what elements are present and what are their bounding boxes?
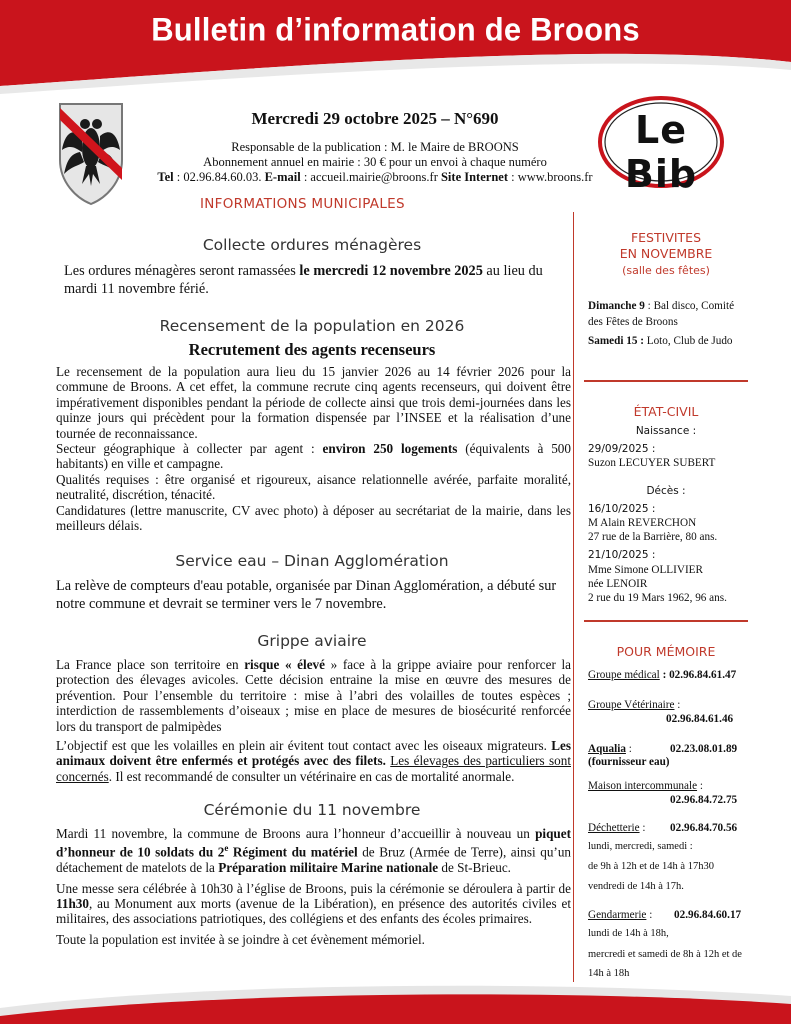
collecte-title: Collecte ordures ménagères <box>202 236 422 254</box>
collecte-date: le mercredi 12 novembre 2025 <box>299 263 483 279</box>
ceremonie-p2c: , au Monument aux morts (avenue de la Libération), en présence des autorités civiles et militaires, des associations patriotiques, des collégiens et des enfants des écoles primaires. <box>56 896 571 927</box>
gendarmerie-label: Gendarmerie <box>588 909 647 921</box>
site-value[interactable]: : www.broons.fr <box>507 170 593 184</box>
recensement-p2c: (équivalents à 500 habitants) en ville et campagne. <box>56 441 571 472</box>
event-1-day: Dimanche 9 <box>588 300 645 312</box>
ceremonie-p1f: de St-Brieuc. <box>438 860 511 876</box>
aqualia-label: Aqualia <box>588 743 626 755</box>
sidebar-divider <box>573 212 574 982</box>
ceremonie-body <box>56 826 571 947</box>
recensement-subtitle: Recrutement des agents recenseurs <box>188 340 436 359</box>
etat-civil-heading: ÉTAT-CIVIL <box>633 404 699 419</box>
sidebar-rule <box>584 380 748 382</box>
deces-2-address: 2 rue du 19 Mars 1962, 96 ans. <box>588 592 727 604</box>
tel-label: Tel <box>157 170 174 184</box>
groupe-medical <box>588 668 748 682</box>
publication-responsible: Responsable de la publication : M. le Maire de BROONS <box>231 140 519 154</box>
recensement-p2 <box>56 441 571 472</box>
gendarmerie-colon: : <box>646 909 653 921</box>
groupe-medical-label: Groupe médical <box>588 669 660 681</box>
email-label: E-mail <box>264 170 301 184</box>
le-bib-logo-text: Le Bib <box>624 108 698 196</box>
grippe-p2a: L’objectif est que les volailles en plein air évitent tout contact avec les oiseaux migrateurs. <box>56 738 552 754</box>
ceremonie-regiment: Régiment du matériel <box>228 844 358 860</box>
dechetterie-hours-3: vendredi de 14h à 17h. <box>588 881 684 892</box>
dechetterie-hours-1: lundi, mercredi, samedi : <box>588 841 693 852</box>
deces-1-address: 27 rue de la Barrière, 80 ans. <box>588 531 718 543</box>
collecte-text-1: Les ordures ménagères seront ramassées <box>64 263 300 279</box>
recensement-p4: Candidatures (lettre manuscrite, CV avec photo) à déposer au secrétariat de la mairie, dans les meilleurs délais. <box>56 502 571 534</box>
section-heading-municipal: INFORMATIONS MUNICIPALES <box>200 196 405 212</box>
ceremonie-sup: e <box>224 843 229 854</box>
grippe-p1c: » face à la grippe aviaire pour renforcer la protection des élevages avicoles. Cette décision entraine la mise en œuvre des mesures de prévention. Pour l’ensemble du territoire : mise à l’abri des volailles de toutes espèces ; interdiction de rassemblements d’oiseaux ; mise en place de mesures de biosécurité renforcée lors du transport de palmipèdes <box>56 657 571 734</box>
groupe-medical-phone: : 02.96.84.61.47 <box>659 669 737 681</box>
recensement-p1: Le recensement de la population aura lieu du 15 janvier 2026 au 14 février 2026 pour la commune de Broons. A cet effet, la commune recrute cinq agents recenseurs, qui doivent être impérativement disponibles pendant la période de collecte ainsi que trois demi-journées dans les quinze jours qui précèdent pour la formation dispensée par l’INSEE et la réalisation d’une tournée de reconnaissance. <box>56 364 571 441</box>
ceremonie-p1d: de Bruz (Armée de Terre), ainsi qu’un détachement de matelots de la <box>56 844 572 876</box>
sidebar-rule <box>584 620 748 622</box>
dechetterie-phone: 02.96.84.70.56 <box>670 822 738 834</box>
ceremonie-p1a: Mardi 11 novembre, la commune de Broons aura l’honneur d’accueillir à nouveau un <box>56 826 536 841</box>
ceremonie-piquet: piquet d’honneur de 10 soldats du 2 <box>56 826 571 860</box>
event-1-text: : Bal disco, Comité des Fêtes de Broons <box>588 300 735 328</box>
footer-wave <box>0 978 791 1024</box>
issue-date: Mercredi 29 octobre 2025 – N°690 <box>251 109 499 128</box>
grippe-particuliers: Les élevages des particuliers sont concernés <box>56 753 571 784</box>
email-value[interactable]: : accueil.mairie@broons.fr <box>300 170 441 184</box>
grippe-p2d: . Il est recommandé de consulter un vétérinaire en cas de mortalité anormale. <box>108 768 515 784</box>
groupe-veterinaire-label: Groupe Vétérinaire <box>588 699 675 711</box>
event-2-day: Samedi 15 : <box>588 335 644 347</box>
naissance-1-name: Suzon LECUYER SUBERT <box>588 457 716 469</box>
recensement-p2a: Secteur géographique à collecter par agent : <box>56 441 323 457</box>
grippe-p1 <box>56 657 571 734</box>
grippe-p1a: La France place son territoire en <box>56 657 245 672</box>
gendarmerie-hours-1: lundi de 14h à 18h, <box>588 928 669 939</box>
groupe-veterinaire-phone: 02.96.84.61.46 <box>666 713 734 725</box>
collecte-text <box>64 262 562 298</box>
festivites-heading: FESTIVITES <box>630 230 702 245</box>
recensement-title: Recensement de la population en 2026 <box>159 317 465 335</box>
maison-intercommunale-phone: 02.96.84.72.75 <box>670 794 738 806</box>
subscription-info: Abonnement annuel en mairie : 30 € pour un envoi à chaque numéro <box>203 155 547 169</box>
dechetterie-colon: : <box>639 822 646 834</box>
bulletin-title: Bulletin d’information de Broons <box>151 11 640 48</box>
naissance-1-date: 29/09/2025 : <box>588 443 656 455</box>
deces-1-name: M Alain REVERCHON <box>588 517 697 529</box>
naissance-label: Naissance : <box>635 425 697 437</box>
deces-1-date: 16/10/2025 : <box>588 503 656 515</box>
ceremonie-title: Cérémonie du 11 novembre <box>203 801 421 819</box>
memoire-heading: POUR MÉMOIRE <box>616 644 716 659</box>
event-2-text: Loto, Club de Judo <box>643 335 733 347</box>
aqualia-subtitle: (fournisseur eau) <box>588 756 670 768</box>
ceremonie-p3: Toute la population est invitée à se joindre à cet évènement mémoriel. <box>56 931 425 947</box>
recensement-body <box>56 364 571 533</box>
contact-line <box>130 170 620 185</box>
aqualia-phone: 02.23.08.01.89 <box>670 743 738 755</box>
site-label: Site Internet <box>440 170 508 184</box>
maison-intercommunale-colon: : <box>697 780 703 792</box>
festivites-venue: (salle des fêtes) <box>622 264 710 277</box>
deces-2-date: 21/10/2025 : <box>588 549 656 561</box>
gendarmerie-hours-2: mercredi et samedi de 8h à 12h et de 14h à 18h <box>588 949 742 979</box>
broons-coat-of-arms <box>56 100 126 208</box>
ceremonie-marine: Préparation militaire Marine nationale <box>218 860 439 876</box>
grippe-body <box>56 657 571 784</box>
groupe-veterinaire <box>588 698 748 712</box>
tel-value: : 02.96.84.60.03. <box>173 170 265 184</box>
gendarmerie-phone: 02.96.84.60.17 <box>674 909 742 921</box>
aqualia-colon: : <box>625 743 632 755</box>
maison-intercommunale <box>588 779 748 793</box>
festivites-event-2 <box>588 333 748 349</box>
maison-intercommunale-label: Maison intercommunale <box>588 780 698 792</box>
festivites-event-1 <box>588 298 748 330</box>
ceremonie-p1 <box>56 826 571 876</box>
eau-title: Service eau – Dinan Agglomération <box>175 552 449 570</box>
grippe-filets: Les animaux doivent être enfermés et protégés avec des filets. <box>56 738 571 769</box>
deces-2-maiden: née LENOIR <box>588 578 648 590</box>
recensement-logements: environ 250 logements <box>322 441 458 457</box>
dechetterie-hours-2: de 9h à 12h et de 14h à 17h30 <box>588 861 714 872</box>
dechetterie-label: Déchetterie <box>588 822 640 834</box>
ceremonie-p2 <box>56 881 571 927</box>
ceremonie-time: 11h30 <box>56 896 89 912</box>
festivites-heading-2: EN NOVEMBRE <box>619 246 713 261</box>
ceremonie-p2a: Une messe sera célébrée à 10h30 à l’église de Broons, puis la cérémonie se déroulera à partir de <box>56 880 571 896</box>
eau-text: La relève de compteurs d'eau potable, organisée par Dinan Agglomération, a débuté sur notre commune et devrait se terminer vers le 7 novembre. <box>56 578 557 612</box>
grippe-title: Grippe aviaire <box>257 632 367 650</box>
grippe-p2 <box>56 738 571 784</box>
collecte-text-2: au lieu du mardi 11 novembre férié. <box>64 263 543 297</box>
deces-label: Décès : <box>646 485 686 497</box>
groupe-veterinaire-colon: : <box>674 699 681 711</box>
grippe-risque: risque « élevé <box>244 657 325 672</box>
deces-2-name: Mme Simone OLLIVIER <box>588 564 703 576</box>
recensement-p3: Qualités requises : être organisé et rigoureux, aisance relationnelle avérée, parfaite moralité, neutralité, discrétion, ténacité. <box>56 471 571 503</box>
